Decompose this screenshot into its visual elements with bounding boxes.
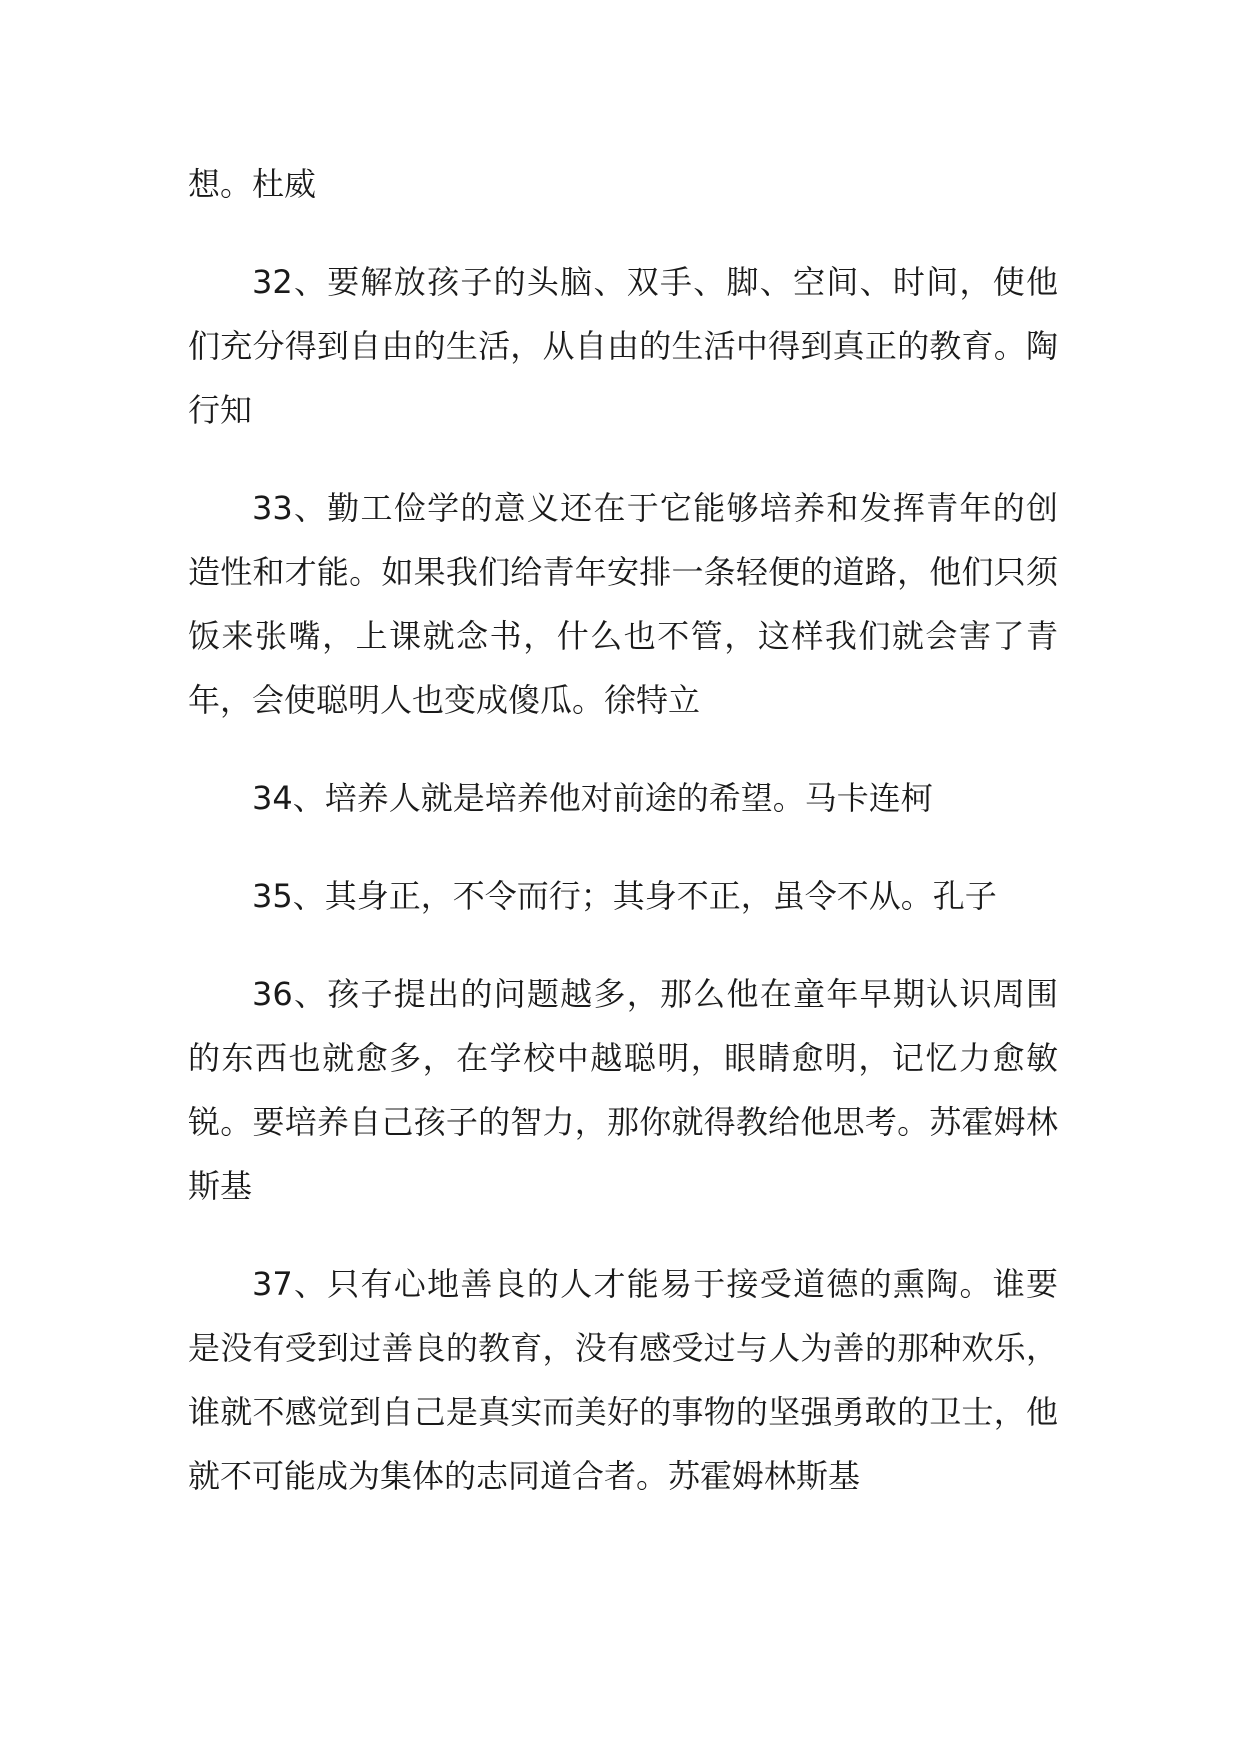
quote-32: 32、要解放孩子的头脑、双手、脚、空间、时间，使他们充分得到自由的生活，从自由的生活中得到真正的教育。陶行知 — [188, 263, 1058, 429]
quote-34: 34、培养人就是培养他对前途的希望。马卡连柯 — [252, 779, 933, 817]
quote-35: 35、其身正，不令而行；其身不正，虽令不从。孔子 — [252, 877, 997, 915]
quote-33: 33、勤工俭学的意义还在于它能够培养和发挥青年的创造性和才能。如果我们给青年安排一条轻便的道路，他们只须饭来张嘴，上课就念书，什么也不管，这样我们就会害了青年，会使聪明人也变成傻瓜。徐特立 — [188, 489, 1058, 719]
quote-36: 36、孩子提出的问题越多，那么他在童年早期认识周围的东西也就愈多，在学校中越聪明，眼睛愈明，记忆力愈敏锐。要培养自己孩子的智力，那你就得教给他思考。苏霍姆林斯基 — [188, 975, 1058, 1205]
quote-37: 37、只有心地善良的人才能易于接受道德的熏陶。谁要是没有受到过善良的教育，没有感受过与人为善的那种欢乐，谁就不感觉到自己是真实而美好的事物的坚强勇敢的卫士，他就不可能成为集体的志同道合者。苏霍姆林斯基 — [188, 1265, 1058, 1495]
document-body — [188, 152, 1058, 1542]
paragraph-continuation: 想。杜威 — [188, 165, 317, 203]
